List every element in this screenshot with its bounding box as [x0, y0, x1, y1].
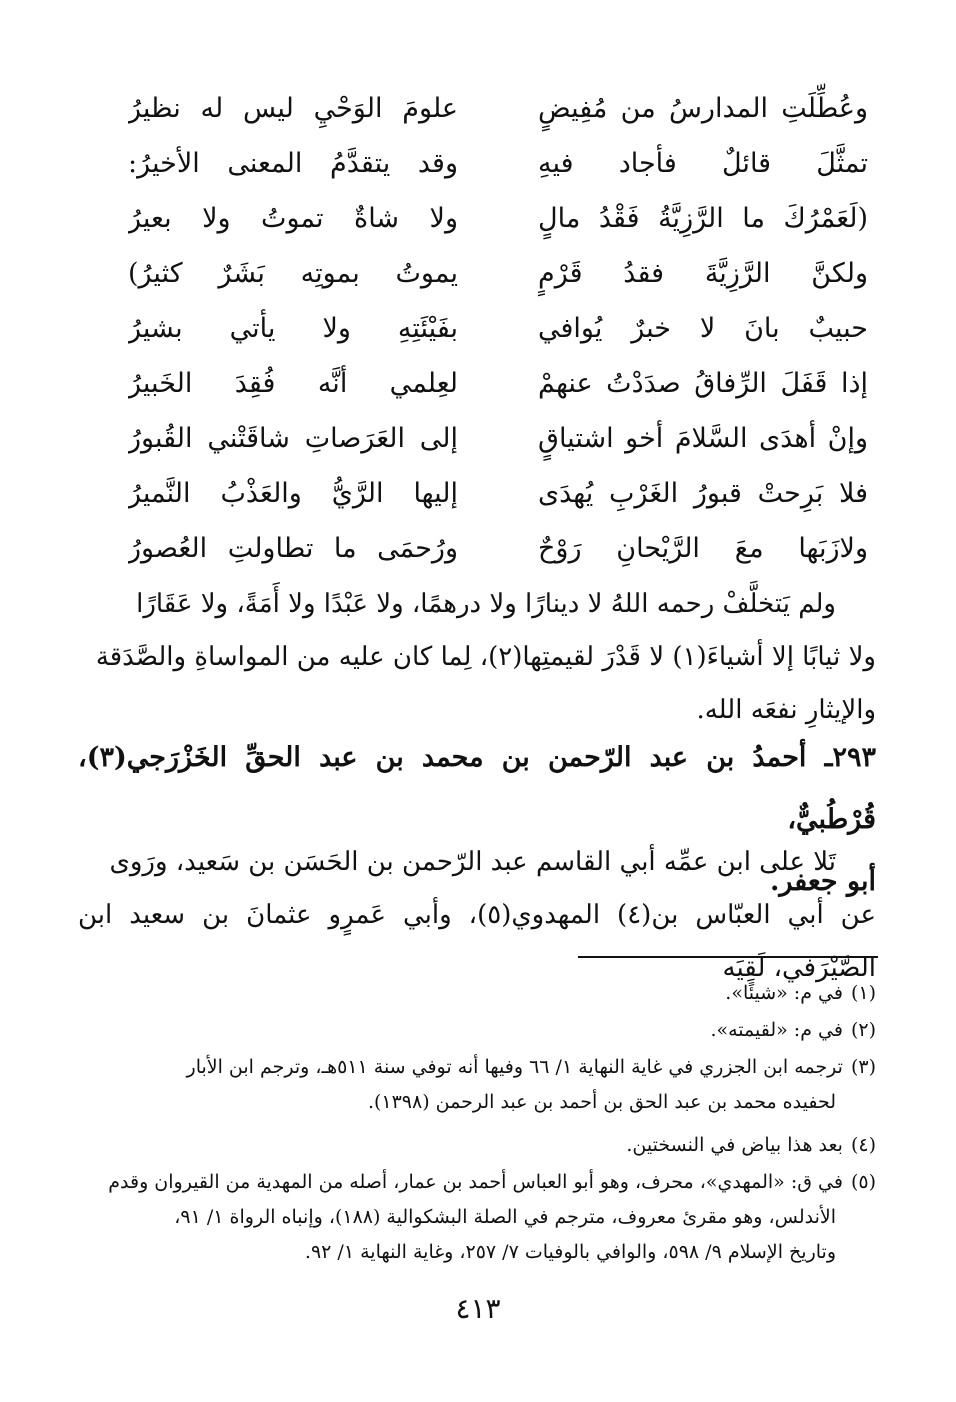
verse-line [128, 245, 868, 303]
footnote-separator [578, 956, 878, 958]
body-paragraph [78, 836, 876, 995]
page-number: ٤١٣ [455, 1292, 501, 1325]
footnote-text: في م: «لقيمته». [710, 1019, 843, 1041]
verse-first-hemistich: وعُطِّلَتِ المدارسُ من مُفِيضٍ [538, 93, 868, 124]
verse-second-hemistich: يموتُ بموتِه بَشَرٌ كثيرُ) [128, 258, 458, 289]
verse-line [128, 465, 868, 523]
paragraph-line: ولا ثيابًا إلا أشياءَ(١) لا قَدْرَ لقيمتِها(٢)، لِما كان عليه من المواساةِ والصَّدَقة [95, 642, 876, 672]
footnote-continuation: الأندلس، وهو مقرئ معروف، مترجم في الصلة البشكوالية (١٨٨)، وإنباه الرواة ١/ ٩١، وتاريخ الإسلام ٩/ ٥٩٨، والوافي بالوفيات ٧/ ٢٥٧، وغاية النهاية ١/ ٩٢. [174, 1206, 836, 1263]
footnote [78, 976, 876, 1011]
footnote-text: ترجمه ابن الجزري في غاية النهاية ١/ ٦٦ وفيها أنه توفي سنة ٥١١هـ، وترجم ابن الأبار [186, 1056, 843, 1078]
footnote-text: بعد هذا بياض في النسختين. [626, 1134, 843, 1156]
entry-heading-line: أبو جعفر. [769, 866, 876, 897]
verse-first-hemistich: تمثَّلَ قائلٌ فأجاد فيهِ [538, 148, 868, 179]
footnote-number: (٣) [850, 1056, 876, 1078]
verse-first-hemistich: (لَعَمْرُكَ ما الرَّزِيَّةُ فَقْدُ مالٍ [538, 203, 868, 234]
footnote-number: (١) [850, 982, 876, 1004]
paragraph-line: تَلا على ابن عمِّه أبي القاسم عبد الرّحمن بن الحَسَن بن سَعيد، ورَوى [109, 847, 836, 877]
verse-line [128, 355, 868, 413]
verse-first-hemistich: ولكنَّ الرَّزِيَّةَ فقدُ قَرْمٍ [538, 258, 868, 289]
verse-second-hemistich: بفَيْئَتِهِ ولا يأتي بشيرُ [128, 313, 458, 344]
verse-second-hemistich: ولا شاةٌ تموتُ ولا بعيرُ [128, 203, 458, 234]
paragraph-line: والإيثارِ نفعَه الله. [696, 695, 876, 725]
footnote-number: (٥) [850, 1171, 876, 1193]
verse-line [128, 410, 868, 468]
verse-first-hemistich: إذا قَفَلَ الرِّفاقُ صدَدْتُ عنهمْ [538, 368, 868, 399]
footnote-text: في م: «شيئًا». [725, 982, 843, 1004]
paragraph-line: عن أبي العبّاس بن(٤) المهدوي(٥)، وأبي عَمرٍو عثمانَ بن سعيد ابن الصَّيْرَفي، لَقِيَه [78, 900, 876, 983]
entry-heading-line: ٢٩٣ـ أحمدُ بن عبد الرّحمن بن محمد بن عبد الحقِّ الخَزْرَجي(٣)، قُرْطُبيٌّ، [78, 742, 876, 835]
verse-first-hemistich: فلا بَرِحتْ قبورُ الغَرْبِ يُهدَى [538, 478, 868, 509]
verse-second-hemistich: لعِلمي أنَّه فُقِدَ الخَبيرُ [128, 368, 458, 399]
verse-first-hemistich: حبيبٌ بانَ لا خبرٌ يُوافي [538, 313, 868, 344]
verse-line [128, 300, 868, 358]
verse-second-hemistich: وقد يتقدَّمُ المعنى الأخيرُ: [128, 148, 458, 179]
verse-line [128, 190, 868, 248]
verse-line [128, 135, 868, 193]
footnote [78, 1128, 876, 1163]
footnote [78, 1050, 876, 1120]
verse-second-hemistich: علومَ الوَحْيِ ليس له نظيرُ [128, 93, 458, 124]
verse-line [128, 520, 868, 578]
verse-line [128, 80, 868, 138]
footnote-number: (٢) [850, 1019, 876, 1041]
footnote [78, 1165, 876, 1270]
footnote-number: (٤) [850, 1134, 876, 1156]
body-paragraph [78, 578, 876, 737]
verse-first-hemistich: ولازَبَها معَ الرَّيْحانِ رَوْحٌ [538, 533, 868, 564]
verse-second-hemistich: إلى العَرَصاتِ شاقَتْني القُبورُ [128, 423, 458, 454]
footnote-continuation: لحفيده محمد بن عبد الحق بن أحمد بن عبد الرحمن (١٣٩٨). [367, 1091, 836, 1113]
footnote [78, 1013, 876, 1048]
paragraph-line: ولم يَتخلَّفْ رحمه اللهُ لا دينارًا ولا درهمًا، ولا عَبْدًا ولا أَمَةً، ولا عَقَارًا [136, 589, 836, 619]
verse-second-hemistich: ورُحمَى ما تطاولتِ العُصورُ [128, 533, 458, 564]
footnote-text: في ق: «المهدي»، محرف، وهو أبو العباس أحمد بن عمار، أصله من المهدية من القيروان وقدم [108, 1171, 843, 1193]
verse-first-hemistich: وإنْ أهدَى السَّلامَ أخو اشتياقٍ [538, 423, 868, 454]
verse-second-hemistich: إليها الرَّيُّ والعَذْبُ النَّميرُ [128, 478, 458, 509]
